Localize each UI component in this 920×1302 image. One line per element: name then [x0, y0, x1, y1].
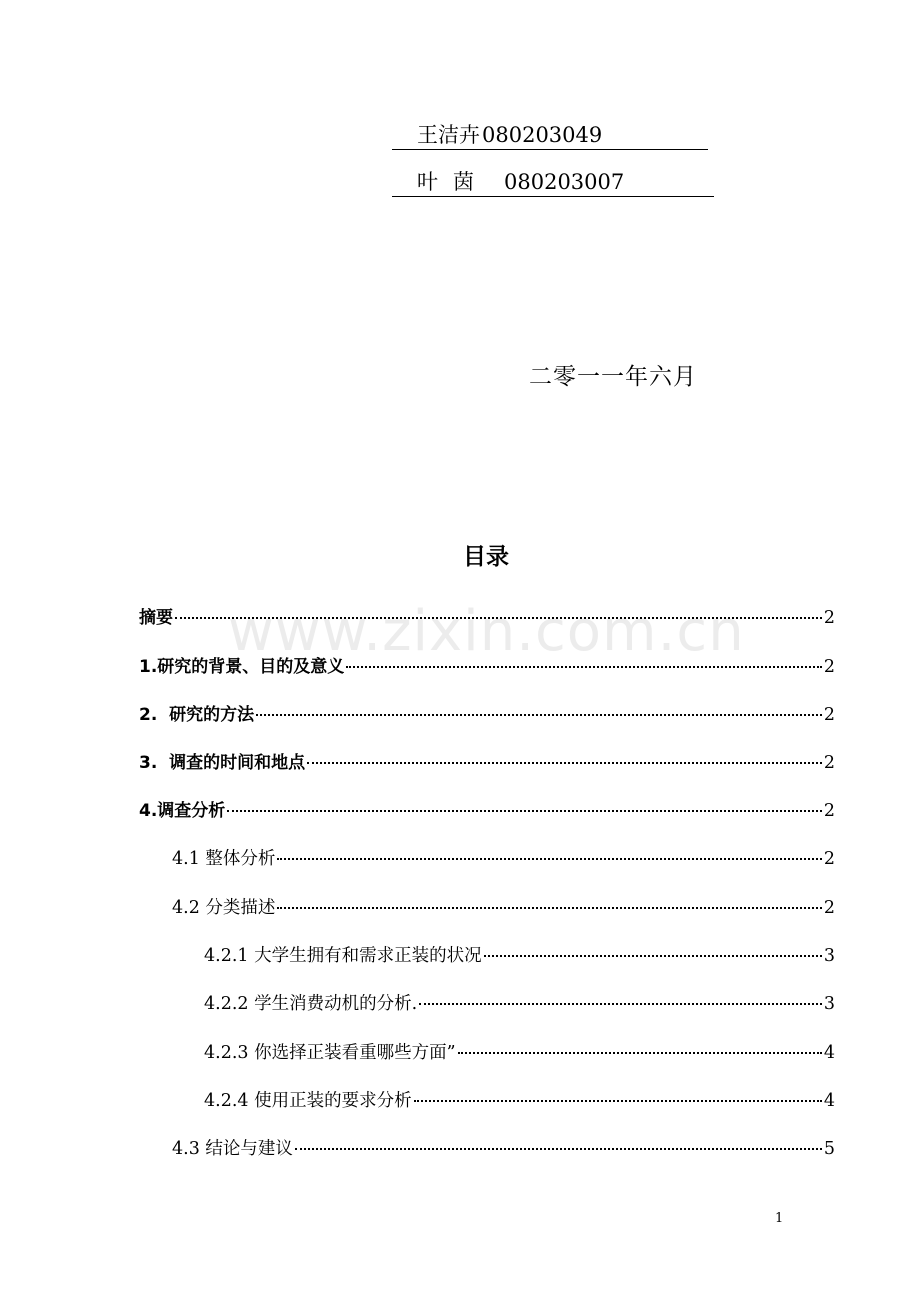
toc-entry-label: 4.2.3 你选择正装看重哪些方面” [204, 1043, 456, 1063]
toc-leader-dots [414, 1100, 822, 1102]
toc-leader-dots [458, 1052, 822, 1054]
toc-page-number: 2 [823, 705, 835, 725]
toc-entry-ownership-demand[interactable] [204, 943, 835, 969]
toc-entry-label: 3. 调查的时间和地点 [139, 753, 306, 773]
author-name: 王洁卉 [417, 123, 480, 147]
toc-entry-conclusion[interactable] [172, 1136, 835, 1162]
footer-page-number: 1 [775, 1211, 784, 1226]
toc-page-number: 2 [823, 849, 835, 869]
toc-page-number: 2 [823, 657, 835, 677]
toc-leader-dots [277, 858, 821, 860]
toc-entry-label: 2. 研究的方法 [139, 705, 255, 725]
toc-entry-label: 4.1 整体分析 [172, 849, 276, 869]
toc-page-number: 2 [823, 608, 835, 628]
toc-entry-overall-analysis[interactable] [172, 846, 835, 872]
toc-leader-dots [307, 762, 822, 764]
toc-leader-dots [277, 907, 821, 909]
toc-entry-label: 4.调查分析 [139, 801, 226, 821]
toc-entry-usage-requirements[interactable] [204, 1088, 835, 1114]
toc-entry-abstract[interactable] [139, 605, 835, 631]
document-date: 二零一一年六月 [529, 364, 697, 390]
toc-entry-label: 4.2.2 学生消费动机的分析. [204, 994, 418, 1014]
toc-leader-dots [419, 1003, 822, 1005]
toc-entry-methods[interactable] [139, 702, 835, 728]
toc-leader-dots [484, 955, 822, 957]
toc-entry-category-description[interactable] [172, 895, 835, 921]
toc-page-number: 2 [823, 898, 835, 918]
toc-leader-dots [346, 666, 822, 668]
toc-entry-label: 4.2.1 大学生拥有和需求正装的状况 [204, 946, 482, 966]
toc-entry-time-place[interactable] [139, 750, 835, 776]
toc-entry-background[interactable] [139, 654, 835, 680]
toc-entry-label: 1.研究的背景、目的及意义 [139, 657, 345, 677]
toc-entry-label: 4.3 结论与建议 [172, 1139, 293, 1159]
author-name-second: 茵 [453, 170, 474, 194]
toc-entry-label: 4.2 分类描述 [172, 898, 276, 918]
student-id: 080203049 [482, 123, 603, 147]
toc-page-number: 4 [823, 1091, 835, 1111]
toc-page-number: 5 [823, 1139, 835, 1159]
toc-entry-analysis[interactable] [139, 798, 835, 824]
author-name-first: 叶 [417, 170, 438, 194]
toc-page-number: 2 [823, 753, 835, 773]
toc-leader-dots [256, 714, 822, 716]
toc-page-number: 2 [823, 801, 835, 821]
student-id: 080203007 [504, 170, 625, 194]
toc-leader-dots [175, 617, 822, 619]
toc-leader-dots [295, 1148, 822, 1150]
toc-entry-label: 摘要 [139, 608, 173, 628]
toc-page-number: 3 [823, 946, 835, 966]
toc-page-number: 3 [823, 994, 835, 1014]
toc-entry-label: 4.2.4 使用正装的要求分析 [204, 1091, 412, 1111]
toc-entry-consumption-motive[interactable] [204, 991, 835, 1017]
toc-page-number: 4 [823, 1043, 835, 1063]
toc-entry-selection-factors[interactable] [204, 1040, 835, 1066]
toc-leader-dots [227, 810, 822, 812]
watermark: www.zixin.com.cn [228, 599, 745, 664]
toc-title: 目录 [463, 544, 509, 570]
